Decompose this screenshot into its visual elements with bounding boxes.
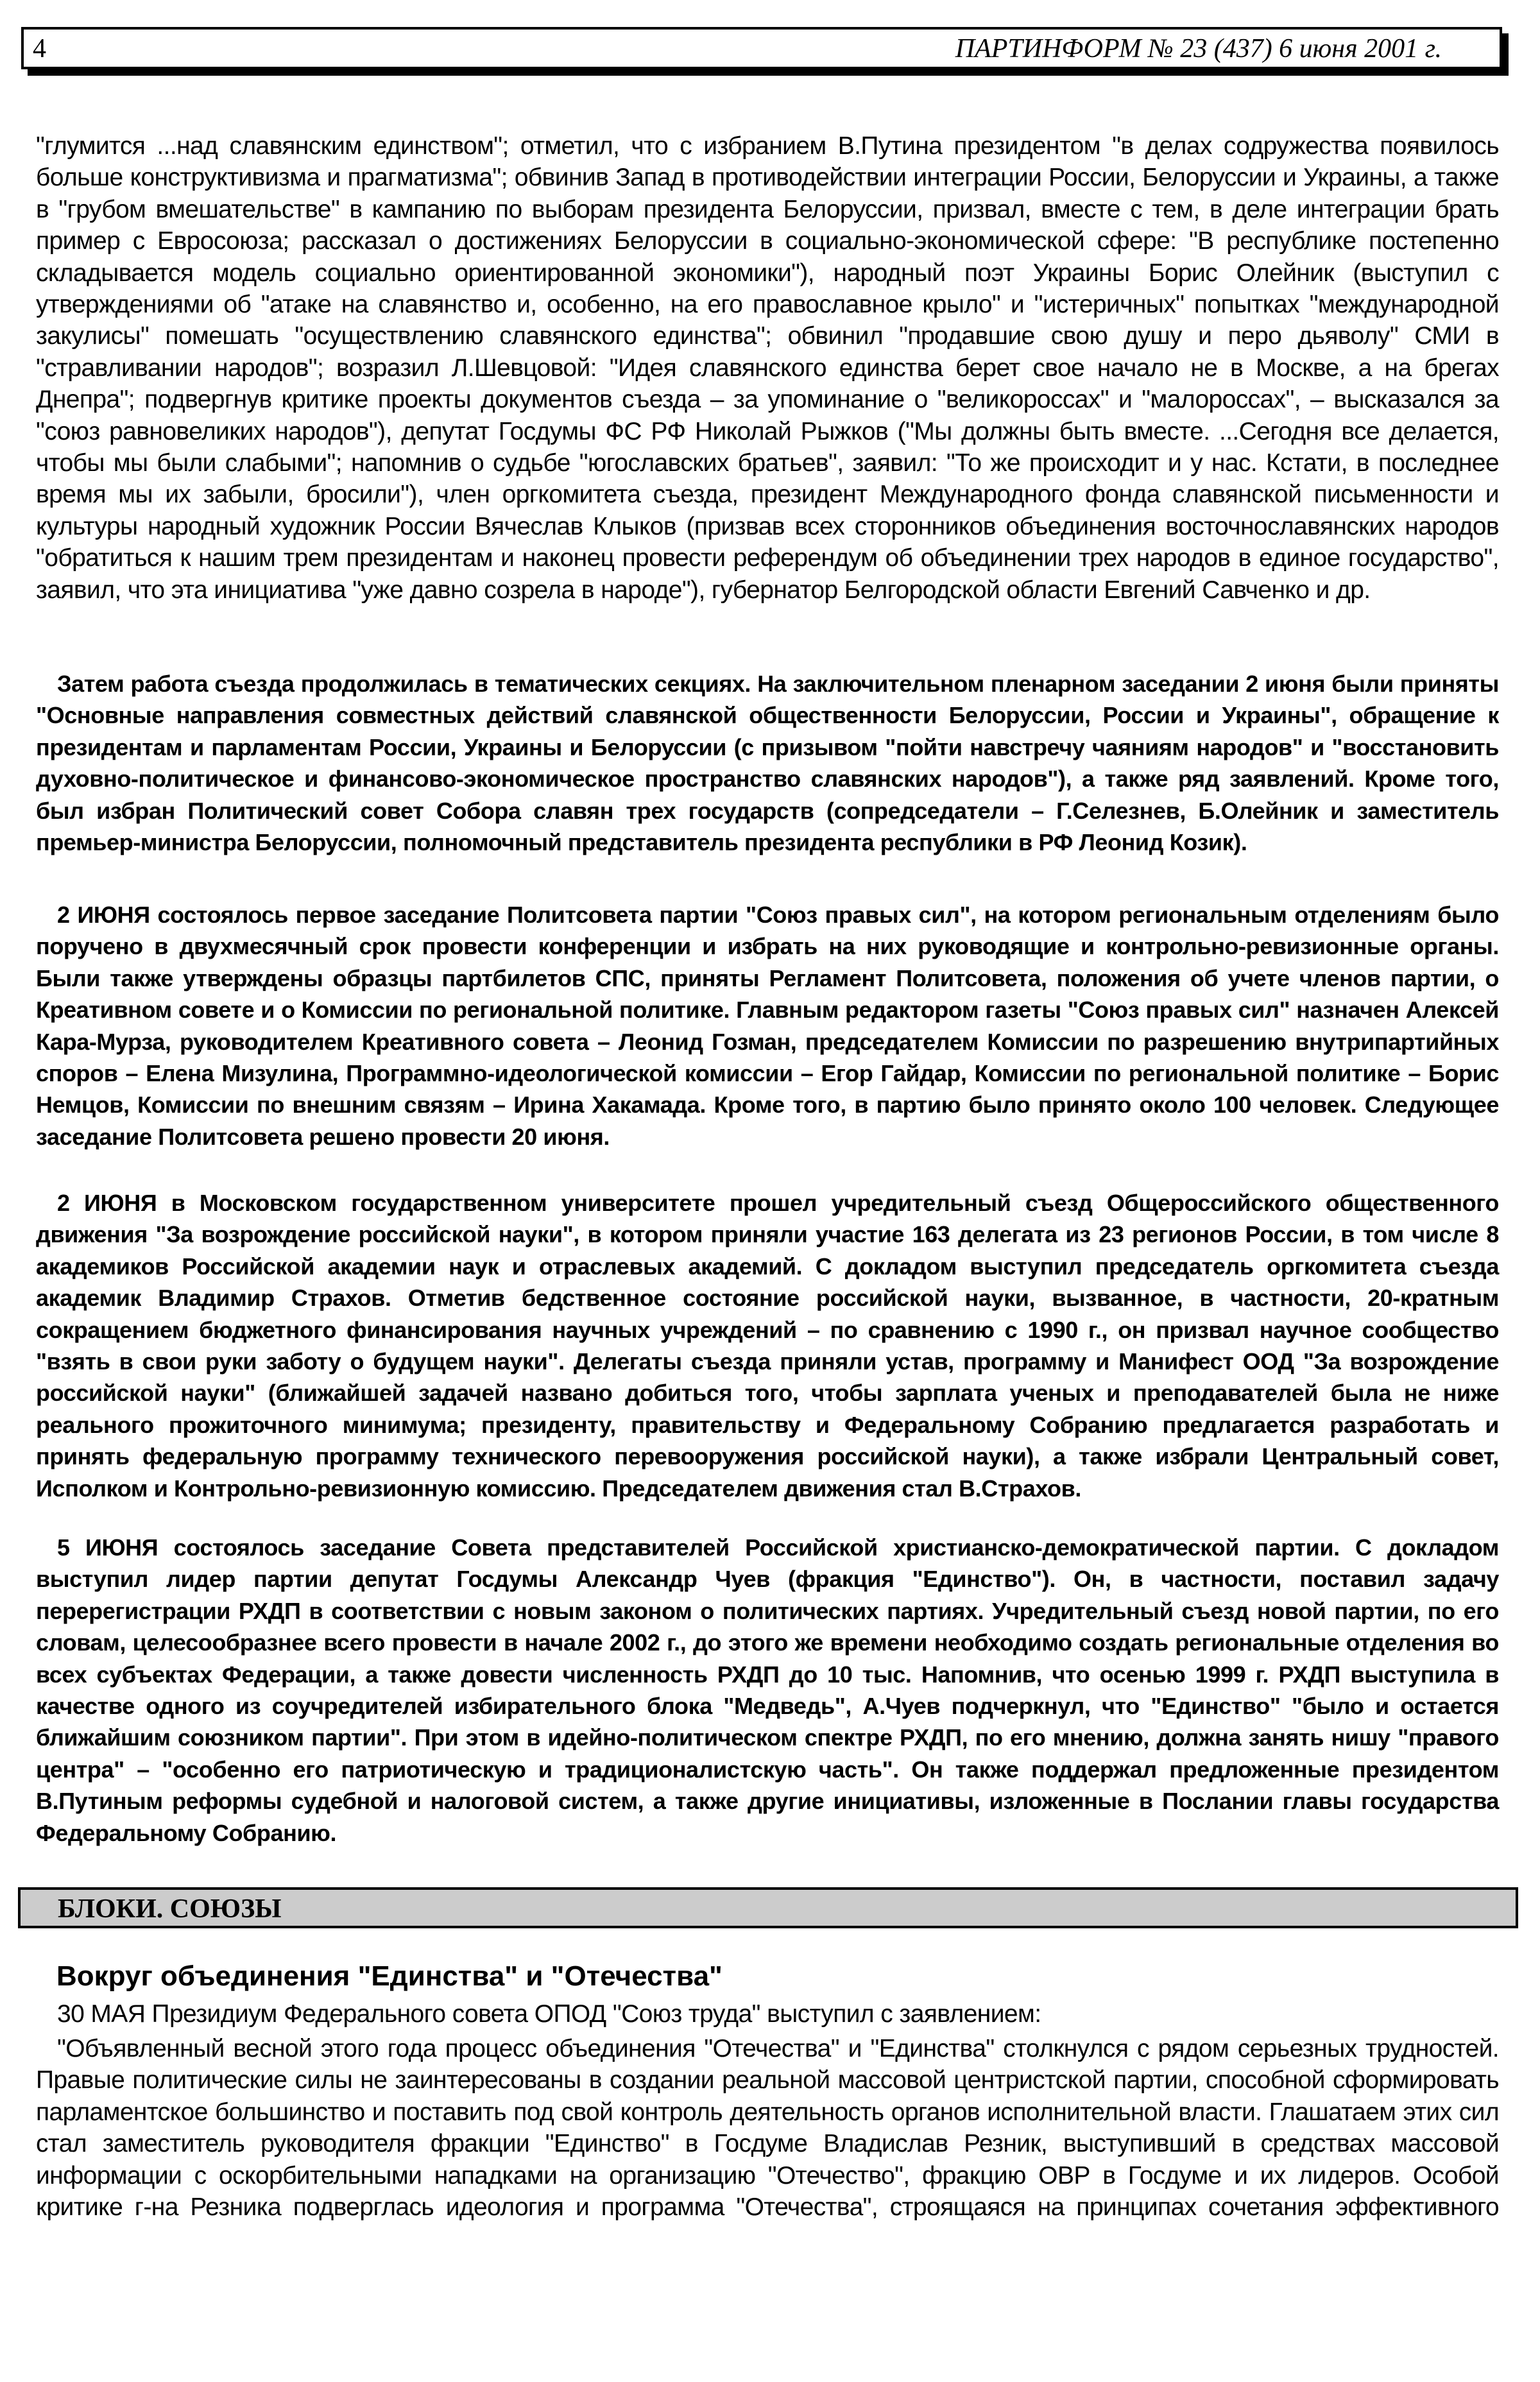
paragraph-sps-politsovet: 2 ИЮНЯ состоялось первое заседание Политсовета партии "Союз правых сил", на котором региональным отделениям было поручено в двухмесячный срок провести конференции и избрать на них руководящие и контрольно-ревизионные органы. Были также утверждены образцы партбилетов СПС, приняты Регламент Политсовета, положения об учете членов партии, о Креативном совете и о Комиссии по региональной политике. Главным редактором газеты "Союз правых сил" назначен Алексей Кара-Мурза, руководителем Креативного совета – Леонид Гозман, председателем Комиссии по разрешению внутрипартийных споров – Елена Мизулина, Программно-идеологической комиссии – Егор Гайдар, Комиссии по региональной политике – Борис Немцов, Комиссии по внешним связям – Ирина Хакамада. Кроме того, в партию было принято около 100 человек. Следующее заседание Политсовета решено провести 20 июня. [36,902,1499,1150]
paragraph-congress-speakers: "глумится ...над славянским единством"; отметил, что с избранием В.Путина президентом "в делах содружества появилось больше конструктивизма и прагматизма"; обвинив Запад в противодействии интеграции России, Белоруссии и Украины, а также в "грубом вмешательстве" в кампанию по выборам президента Белоруссии, призвал, вместе с тем, в деле интеграции брать пример с Евросоюза; рассказал о достижениях Белоруссии в социально-экономической сфере: "В республике постепенно складывается модель социально ориентированной экономики"), народный поэт Украины Борис Олейник (выступил с утверждениями об "атаке на славянство и, особенно, на его православное крыло" и "истеричных" попытках "международной закулисы" помешать "осуществлению славянского единства"; обвинил "продавшие свою душу и перо дьяволу" СМИ в "стравливании народов"; возразил Л.Шевцовой: "Идея славянского единства берет свое начало не в Москве, а на брегах Днепра"; подвергнув критике проекты документов съезда – за упоминание о "великороссах" и "малороссах", – высказался за "союз равновеликих народов"), депутат Госдумы ФС РФ Николай Рыжков ("Мы должны быть вместе. ...Сегодня все делается, чтобы мы были слабыми"; напомнив о судьбе "югославских братьев", заявил: "То же происходит и у нас. Кстати, в последнее время мы их забыли, бросили"), член оргкомитета съезда, президент Международного фонда славянской письменности и культуры народный художник России Вячеслав Клыков (призвав всех сторонников объединения восточнославянских народов "обратиться к нашим трем президентам и наконец провести референдум об объединении трех народов в единое государство", заявил, что эта инициатива "уже давно созрела в народе"), губернатор Белгородской области Евгений Савченко и др. [36,132,1499,604]
section-bar [18,1887,1518,1928]
page-header [21,27,1502,69]
paragraph-rhdp: 5 ИЮНЯ состоялось заседание Совета представителей Российской христианско-демократической партии. С докладом выступил лидер партии депутат Госдумы Александр Чуев (фракция "Единство"). Он, в частности, поставил задачу перерегистрации РХДП в соответствии с новым законом о политических партиях. Учредительный съезд новой партии, по его словам, целесообразнее всего провести в начале 2002 г., до этого же времени необходимо создать региональные отделения во всех субъектах Федерации, а также довести численность РХДП до 10 тыс. Напомнив, что осенью 1999 г. РХДП выступила в качестве одного из соучредителей избирательного блока "Медведь", А.Чуев подчеркнул, что "Единство" "было и остается ближайшим союзником партии". При этом в идейно-политическом спектре РХДП, по его мнению, должна занять нишу "правого центра" – "особенно его патриотическую и традиционалистскую часть". Он также поддержал предложенные президентом В.Путиным реформы судебной и налоговой систем, а также другие инициативы, изложенные в Послании главы государства Федеральному Собранию. [36,1534,1499,1846]
paragraph-science-movement: 2 ИЮНЯ в Московском государственном университете прошел учредительный съезд Общероссийского общественного движения "За возрождение российской науки", в котором приняли участие 163 делегата из 23 регионов России, в том числе 8 академиков Российской академии наук и отраслевых академий. С докладом выступил председатель оргкомитета съезда академик Владимир Страхов. Отметив бедственное состояние российской науки, вызванное, в частности, 20-кратным сокращением бюджетного финансирования научных учреждений – по сравнению с 1990 г., он призвал научное сообщество "взять в свои руки заботу о будущем науки". Делегаты съезда приняли устав, программу и Манифест ООД "За возрождение российской науки" (ближайшей задачей названо добиться того, чтобы зарплата ученых и преподавателей была не ниже реального прожиточного минимума; президенту, правительству и Федеральному Собранию предлагается разработать и принять федеральную программу технического перевооружения российской науки), а также избрали Центральный совет, Исполком и Контрольно-ревизионную комиссию. Председателем движения стал В.Страхов. [36,1190,1499,1502]
article-heading: Вокруг объединения "Единства" и "Отечества" [56,1960,723,1992]
publication-title: ПАРТИНФОРМ № 23 (437) 6 июня 2001 г. [955,34,1442,64]
page-number: 4 [33,34,46,64]
article-lead: 30 МАЯ Президиум Федерального совета ОПОД "Союз труда" выступил с заявлением: [57,2000,1041,2028]
section-title: БЛОКИ. СОЮЗЫ [58,1894,282,1924]
paragraph-congress-results: Затем работа съезда продолжилась в тематических секциях. На заключительном пленарном заседании 2 июня были приняты "Основные направления совместных действий славянской общественности Белоруссии, России и Украины", обращение к президентам и парламентам России, Украины и Белоруссии (с призывом "пойти навстречу чаяниям народов" и "восстановить духовно-политическое и финансово-экономическое пространство славянских народов"), а также ряд заявлений. Кроме того, был избран Политический совет Собора славян трех государств (сопредседатели – Г.Селезнев, Б.Олейник и заместитель премьер-министра Белоруссии, полномочный представитель президента республики в РФ Леонид Козик). [36,671,1499,856]
article-quote: "Объявленный весной этого года процесс объединения "Отечества" и "Единства" столкнулся с рядом серьезных трудностей. Правые политические силы не заинтересованы в создании реальной массовой центристской партии, способной сформировать парламентское большинство и поставить под свой контроль деятельность органов исполнительной власти. Глашатаем этих сил стал заместитель руководителя фракции "Единство" в Госдуме Владислав Резник, выступивший в средствах массовой информации с оскорбительными нападками на организацию "Отечество", фракцию ОВР в Госдуме и их лидеров. Особой критике г-на Резника подверглась идеология и программа "Отечества", строящаяся на принципах сочетания эффективного [36,2035,1499,2222]
